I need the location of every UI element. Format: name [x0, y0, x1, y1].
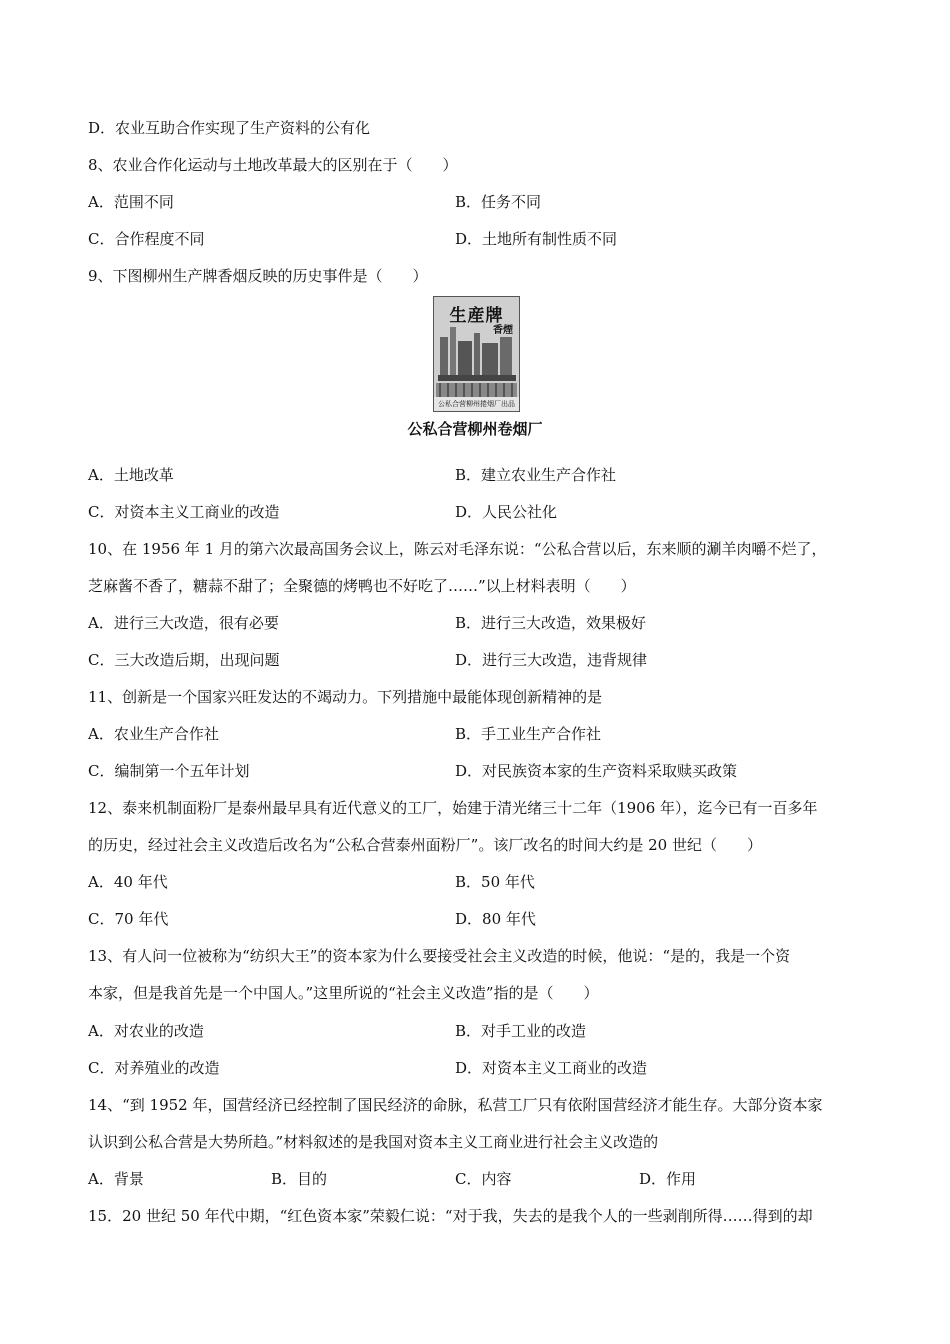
q13-stem-line1: 13、有人问一位被称为“纺织大王”的资本家为什么要接受社会主义改造的时候，他说：“是的，我是一个资: [88, 947, 791, 965]
q11-stem: 11、创新是一个国家兴旺发达的不竭动力。下列措施中最能体现创新精神的是: [88, 688, 603, 706]
q14-stem-line1: 14、“到 1952 年，国营经济已经控制了国民经济的命脉，私营工厂只有依附国营经济才能生存。大部分资本家: [88, 1096, 823, 1114]
q14-option-c: C．内容: [455, 1170, 512, 1188]
q13-option-c: C．对养殖业的改造: [88, 1059, 220, 1077]
q9-option-a: A．土地改革: [88, 466, 174, 484]
q13-stem-line2: 本家，但是我首先是一个中国人。”这里所说的“社会主义改造”指的是（ ）: [88, 984, 599, 1002]
q9-option-b: B．建立农业生产合作社: [455, 466, 617, 484]
q9-stem: 9、下图柳州生产牌香烟反映的历史事件是（ ）: [88, 267, 428, 285]
q10-option-b: B．进行三大改造，效果极好: [455, 614, 647, 632]
q9-option-d: D．人民公社化: [455, 503, 558, 521]
q14-stem-line2: 认识到公私合营是大势所趋。”材料叙述的是我国对资本主义工商业进行社会主义改造的: [88, 1133, 659, 1151]
q10-stem-line1: 10、在 1956 年 1 月的第六次最高国务会议上，陈云对毛泽东说：“公私合营以后，东来顺的涮羊肉嚼不烂了，: [88, 540, 827, 558]
q14-option-a: A．背景: [88, 1170, 144, 1188]
figure-caption: 公私合营柳州卷烟厂: [407, 420, 543, 438]
q8-option-c: C．合作程度不同: [88, 230, 205, 248]
q12-option-b: B．50 年代: [455, 873, 535, 891]
q13-option-d: D．对资本主义工商业的改造: [455, 1059, 648, 1077]
q12-stem-line1: 12、泰来机制面粉厂是泰州最早具有近代意义的工厂，始建于清光绪三十二年（1906 年），迄今已有一百多年: [88, 799, 818, 817]
q8-option-a: A．范围不同: [88, 193, 174, 211]
q11-option-d: D．对民族资本家的生产资料采取赎买政策: [455, 762, 738, 780]
q12-option-d: D．80 年代: [455, 910, 536, 928]
pack-sub-text: 香煙: [493, 325, 513, 336]
pack-foot-text: 公私合营柳州捲烟厂出品: [438, 400, 515, 408]
q14-option-d: D．作用: [639, 1170, 697, 1188]
q10-stem-line2: 芝麻酱不香了，糖蒜不甜了；全聚德的烤鸭也不好吃了……”以上材料表明（ ）: [88, 577, 636, 595]
q11-option-a: A．农业生产合作社: [88, 725, 219, 743]
pack-brand-text: 生産牌: [449, 306, 504, 326]
q7-option-d: D．农业互助合作实现了生产资料的公有化: [88, 119, 371, 137]
q10-option-c: C．三大改造后期，出现问题: [88, 651, 280, 669]
q13-option-b: B．对手工业的改造: [455, 1022, 587, 1040]
cigarette-pack-image: [433, 296, 520, 412]
q9-option-c: C．对资本主义工商业的改造: [88, 503, 280, 521]
q15-stem-line1: 15．20 世纪 50 年代中期，“红色资本家”荣毅仁说：“对于我，失去的是我个人的一些剥削所得……得到的却: [88, 1207, 813, 1225]
q11-option-c: C．编制第一个五年计划: [88, 762, 250, 780]
q13-option-a: A．对农业的改造: [88, 1022, 204, 1040]
q12-option-c: C．70 年代: [88, 910, 169, 928]
q14-option-b: B．目的: [271, 1170, 328, 1188]
q11-option-b: B．手工业生产合作社: [455, 725, 602, 743]
q10-option-d: D．进行三大改造，违背规律: [455, 651, 648, 669]
q8-option-b: B．任务不同: [455, 193, 542, 211]
q8-stem: 8、农业合作化运动与土地改革最大的区别在于（ ）: [88, 156, 458, 174]
q10-option-a: A．进行三大改造，很有必要: [88, 614, 279, 632]
q8-option-d: D．土地所有制性质不同: [455, 230, 618, 248]
q12-stem-line2: 的历史，经过社会主义改造后改名为“公私合营泰州面粉厂”。该厂改名的时间大约是 20 世纪（ ）: [88, 836, 762, 854]
q12-option-a: A．40 年代: [88, 873, 168, 891]
